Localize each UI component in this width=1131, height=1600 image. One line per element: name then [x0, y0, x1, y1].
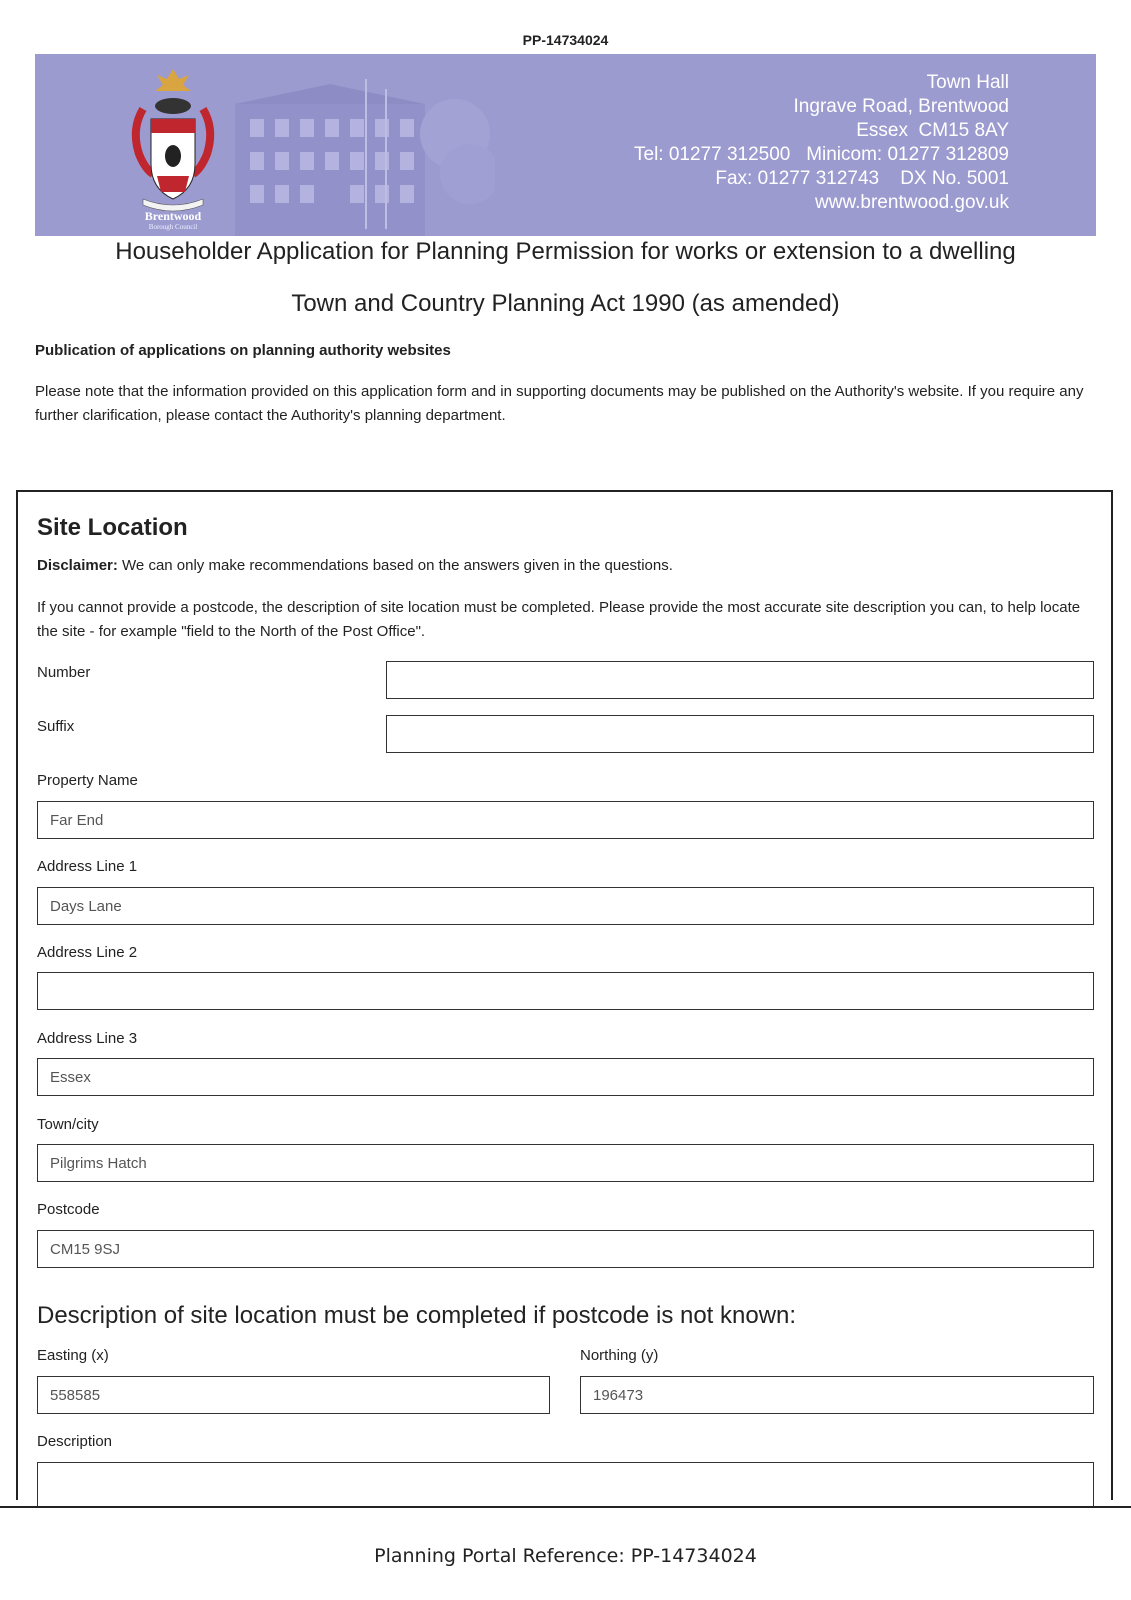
easting-field[interactable]: 558585 — [37, 1376, 550, 1414]
footer-reference: Planning Portal Reference: PP-14734024 — [374, 1545, 757, 1567]
address-line: Essex CM15 8AY — [856, 120, 1009, 141]
postcode-field[interactable]: CM15 9SJ — [37, 1230, 1094, 1268]
site-location-title: Site Location — [37, 514, 188, 541]
publication-text: Please note that the information provided on this application form and in supporting documents may be published on the Authority's website. If you require any further clarification, please contact the Authority's planning department. — [35, 383, 1084, 424]
northing-label: Northing (y) — [580, 1347, 659, 1364]
property-name-label: Property Name — [37, 772, 138, 789]
address-line-1-label: Address Line 1 — [37, 858, 138, 875]
disclaimer-text: We can only make recommendations based on the answers given in the questions. — [117, 557, 673, 574]
northing-field[interactable]: 196473 — [580, 1376, 1094, 1414]
suffix-label: Suffix — [37, 718, 75, 735]
address-line: www.brentwood.gov.uk — [815, 192, 1009, 213]
publication-heading: Publication of applications on planning authority websites — [35, 342, 451, 359]
council-name: Brentwood — [144, 209, 202, 223]
suffix-field[interactable] — [386, 715, 1094, 753]
postcode-note: If you cannot provide a postcode, the description of site location must be completed. Please provide the most accurate site description you can, to help locate the site - for example "field to the North of the Post Office". — [37, 599, 1081, 640]
address-line-3-label: Address Line 3 — [37, 1030, 138, 1047]
description-heading: Description of site location must be completed if postcode is not known: — [37, 1302, 797, 1329]
disclaimer — [37, 557, 673, 574]
description-textarea[interactable] — [37, 1462, 1094, 1506]
town-hall-building-image — [215, 74, 495, 236]
footer-divider — [0, 1506, 1131, 1508]
town-city-field[interactable]: Pilgrims Hatch — [37, 1144, 1094, 1182]
number-label: Number — [37, 664, 91, 681]
address-line: Tel: 01277 312500 Minicom: 01277 312809 — [634, 144, 1009, 165]
address-line: Fax: 01277 312743 DX No. 5001 — [715, 168, 1009, 189]
easting-label: Easting (x) — [37, 1347, 109, 1364]
address-line-3-field[interactable]: Essex — [37, 1058, 1094, 1096]
town-city-label: Town/city — [37, 1116, 99, 1133]
address-line-1-field[interactable]: Days Lane — [37, 887, 1094, 925]
form-title: Householder Application for Planning Permission for works or extension to a dwelling — [115, 238, 1016, 265]
council-banner — [35, 54, 1096, 236]
address-line: Ingrave Road, Brentwood — [793, 96, 1009, 117]
disclaimer-label: Disclaimer: — [37, 557, 118, 574]
postcode-label: Postcode — [37, 1201, 100, 1218]
address-line-2-label: Address Line 2 — [37, 944, 138, 961]
document-reference: PP-14734024 — [522, 32, 609, 48]
council-address — [634, 71, 1009, 215]
address-line-2-field[interactable] — [37, 972, 1094, 1010]
address-line: Town Hall — [926, 72, 1009, 93]
property-name-field[interactable]: Far End — [37, 801, 1094, 839]
number-field[interactable] — [386, 661, 1094, 699]
form-subtitle: Town and Country Planning Act 1990 (as amended) — [291, 290, 840, 317]
council-subtitle: Borough Council — [148, 223, 198, 231]
council-crest-logo — [123, 64, 223, 229]
description-label: Description — [37, 1433, 113, 1450]
